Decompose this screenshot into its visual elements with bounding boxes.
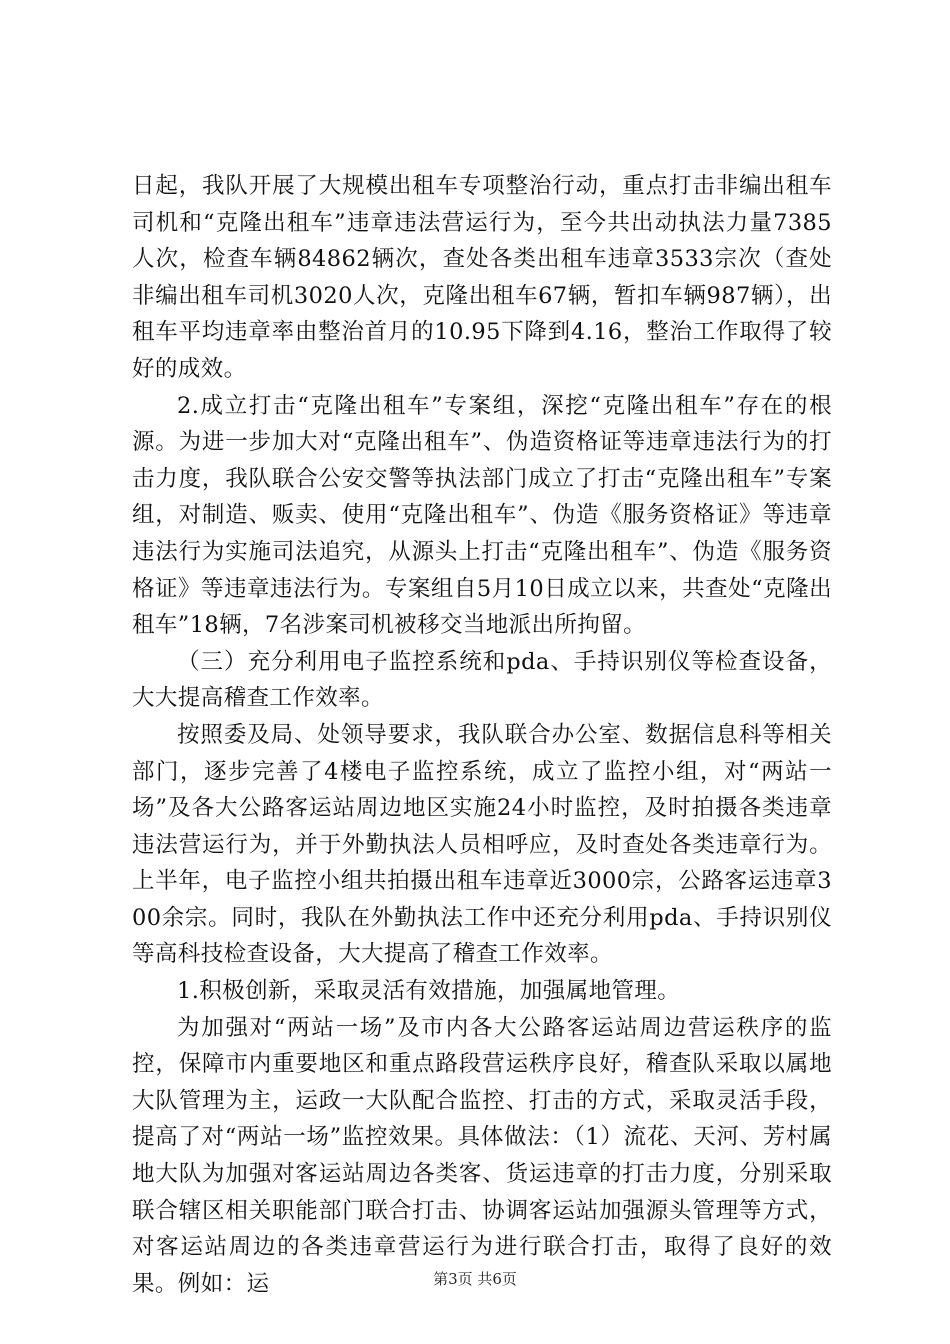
page-number: 第3页 共6页	[433, 1270, 517, 1288]
paragraph-monitoring-system: 按照委及局、处领导要求，我队联合办公室、数据信息科等相关部门，逐步完善了4楼电子监控系统，成立了监控小组，对“两站一场”及各大公路客运站周边地区实施24小时监控，及时拍摄各类违章违法营运行为，并于外勤执法人员相呼应，及时查处各类违章行为。上半年，电子监控小组共拍摄出租车违章近3000宗，公路客运违章300余宗。同时，我队在外勤执法工作中还充分利用pda、手持识别仪等高科技检查设备，大大提高了稽查工作效率。	[132, 721, 832, 968]
paragraph-continuation: 日起，我队开展了大规模出租车专项整治行动，重点打击非编出租车司机和“克隆出租车”违章违法营运行为，至今共出动执法力量7385人次，检查车辆84862辆次，查处各类出租车违章3533宗次（查处非编出租车司机3020人次，克隆出租车67辆，暂扣车辆987辆），出租车平均违章率由整治首月的10.95下降到4.16，整治工作取得了较好的成效。	[132, 173, 832, 382]
document-body	[132, 168, 832, 1302]
page-footer	[0, 1268, 950, 1289]
section-heading-electronic-monitoring: （三）充分利用电子监控系统和pda、手持识别仪等检查设备，大大提高稽查工作效率。	[132, 648, 832, 712]
subheading-local-management: 1.积极创新，采取灵活有效措施，加强属地管理。	[177, 978, 681, 1005]
paragraph-station-supervision: 为加强对“两站一场”及市内各大公路客运站周边营运秩序的监控，保障市内重要地区和重点路段营运秩序良好，稽查队采取以属地大队管理为主，运政一大队配合监控、打击的方式，采取灵活手段，提高了对“两站一场”监控效果。具体做法：（1）流花、天河、芳村属地大队为加强对客运站周边各类客、货运违章的打击力度，分别采取联合辖区相关职能部门联合打击、协调客运站加强源头管理等方式，对客运站周边的各类违章营运行为进行联合打击，取得了良好的效果。例如：运	[132, 1014, 832, 1297]
paragraph-clone-taxi-task-force: 2.成立打击“克隆出租车”专案组，深挖“克隆出租车”存在的根源。为进一步加大对“克隆出租车”、伪造资格证等违章违法行为的打击力度，我队联合公安交警等执法部门成立了打击“克隆出租车”专案组，对制造、贩卖、使用“克隆出租车”、伪造《服务资格证》等违章违法行为实施司法追究，从源头上打击“克隆出租车”、伪造《服务资格证》等违章违法行为。专案组自5月10日成立以来，共查处“克隆出租车”18辆，7名涉案司机被移交当地派出所拘留。	[132, 392, 832, 639]
